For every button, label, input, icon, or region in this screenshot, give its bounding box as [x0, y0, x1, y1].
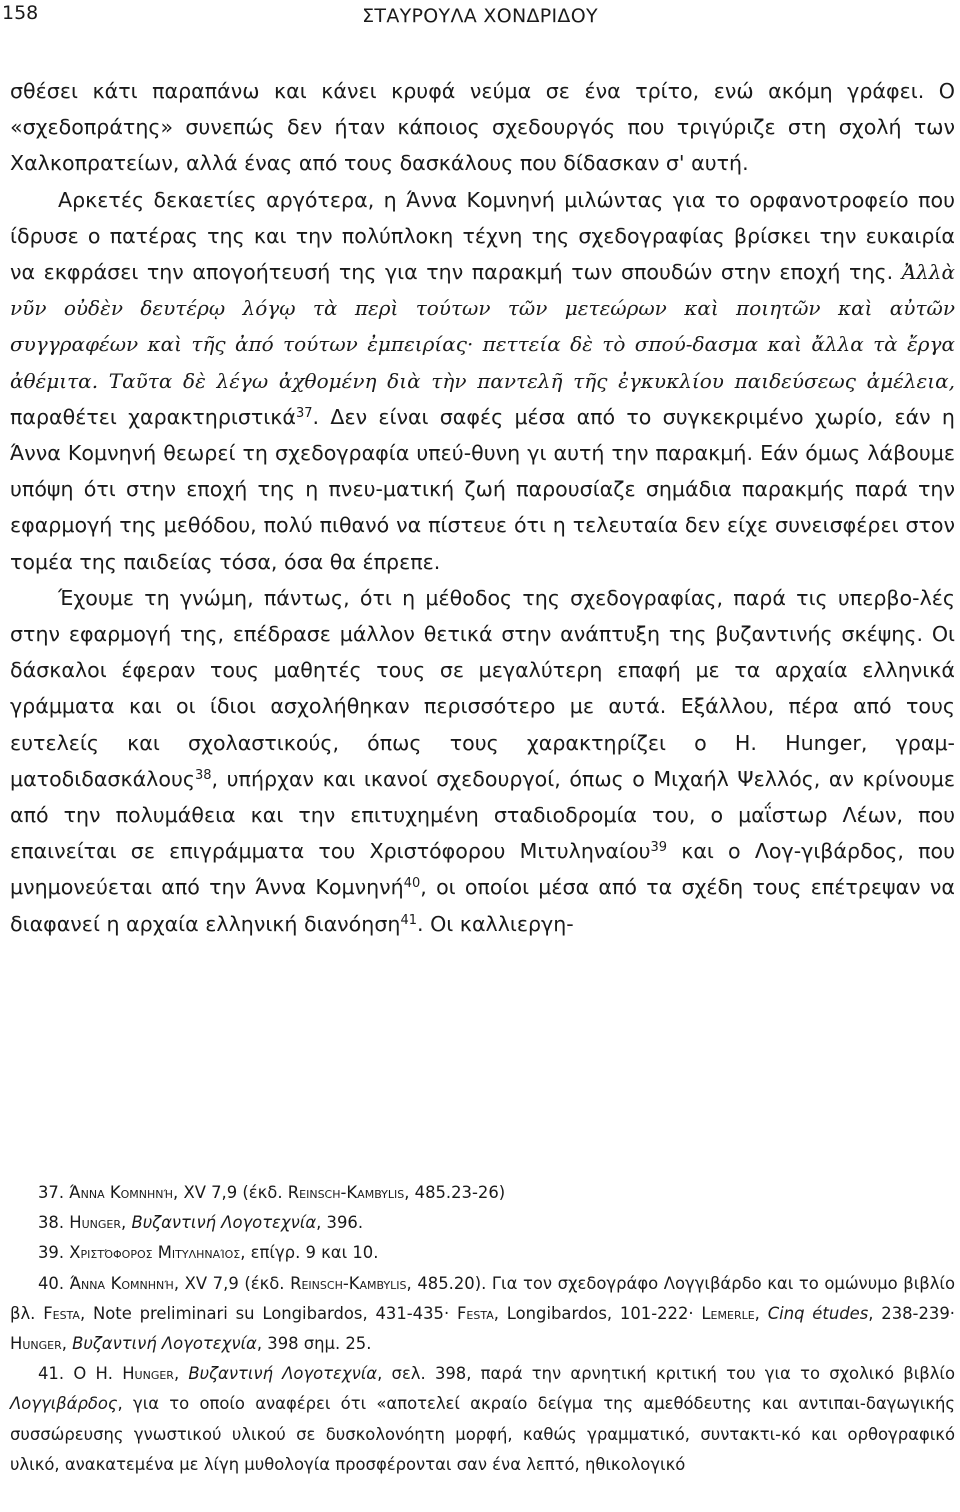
footnote-ref-41: 41: [400, 912, 417, 928]
footnote-ref-37: 37: [296, 405, 313, 421]
fn40-author: Άννα Κομνηνή: [69, 1273, 174, 1293]
fn41-text-b: ,: [173, 1364, 189, 1384]
footnote-41: [10, 1359, 955, 1480]
fn41-longibardos: Λογγιβάρδος: [10, 1394, 118, 1414]
fn40-text-h: , 398 σημ. 25.: [256, 1334, 372, 1354]
paragraph-3-text-c: και ο Λογ-γιβάρδος, που μνημονεύεται από την Άννα Κομνηνή: [10, 839, 955, 900]
fn41-number: 41.: [38, 1364, 65, 1384]
paragraph-2-text-a: Αρκετές δεκαετίες αργότερα, η Άννα Κομνηνή μιλώντας για το ορφανοτροφείο που ίδρυσε ο πατέρας της και την πολύπλοκη τέχνη της σχεδογραφίας βρίσκει την ευκαιρία να εκφράσει την απογοήτευσή της για την παρακμή των σπουδών στην εποχή της.: [10, 187, 955, 285]
footnote-ref-38: 38: [194, 767, 212, 783]
fn37-text: , XV 7,9 (έκδ.: [173, 1183, 288, 1202]
fn41-text-a: Ο Η.: [73, 1364, 123, 1384]
fn37-author: Άννα Κομνηνή: [69, 1183, 174, 1202]
fn40-editors: Reinsch-Kambylis: [290, 1273, 407, 1293]
fn41-hunger: Hunger: [122, 1364, 174, 1384]
page-header: [0, 2, 960, 32]
paragraph-1: [10, 73, 955, 182]
paragraph-2-text-b: παραθέτει χαρακτηριστικά: [10, 404, 296, 429]
paragraph-2: [10, 182, 955, 580]
running-head: ΣΤΑΥΡΟΥΛΑ ΧΟΝΔΡΙΔΟΥ: [362, 5, 598, 27]
fn37-end: , 485.23-26): [404, 1183, 506, 1202]
fn40-text-f: , 238-239·: [868, 1303, 955, 1323]
fn38-title: Βυζαντινή Λογοτεχνία: [131, 1213, 317, 1233]
fn40-festa-1: Festa: [43, 1303, 80, 1323]
bottom-notes: [10, 1178, 955, 1480]
fn37-number: 37.: [38, 1183, 65, 1202]
fn41-text-c: , σελ. 398, παρά την αρνητική κριτική του για το σχολικό βιβλίο: [377, 1364, 955, 1384]
footnote-39: [10, 1238, 955, 1268]
fn38-sep: ,: [121, 1213, 132, 1233]
fn40-text-g: ,: [61, 1334, 73, 1354]
anna-komnene-quote: Ἀλλὰ νῦν οὐδὲν δευτέρῳ λόγῳ τὰ περὶ τούτων τῶν μετεώρων καὶ ποιητῶν καὶ αὐτῶν συγγραφέων καὶ τῆς ἀπό τούτων ἐμπειρίας· πεττεία δὲ τὸ σπού-δασμα καὶ ἄλλα τὰ ἔργα ἀθέμιτα. Ταῦτα δὲ λέγω ἀχθομένη διὰ τὴν παντελῆ τῆς ἐγκυκλίου παιδεύσεως ἀμέλεια,: [10, 260, 955, 393]
fn38-author: Hunger: [69, 1213, 122, 1233]
fn38-end: , 396.: [316, 1213, 364, 1233]
footnote-40: [10, 1269, 955, 1360]
fn39-number: 39.: [38, 1243, 65, 1263]
fn39-author: Χριστόφορος Μιτυληναίος: [69, 1243, 241, 1263]
fn39-end: , επίγρ. 9 και 10.: [240, 1243, 379, 1263]
fn41-text-d: , για το οποίο αναφέρει ότι «αποτελεί ακραίο δείγμα της αμεθόδευτης και αντιπαι-δαγωγικής συσσώρευσης γνωστικού υλικού σε δυσκολονόητη μορφή, καθώς γραμματικό, συντακτι-κό και ορθογραφικό υλικό, ανακατεμένα με λίγη μυθολογία προσφέρονται σαν ένα λεπτό, ηθικολογικό: [10, 1394, 955, 1474]
fn41-title: Βυζαντινή Λογοτεχνία: [188, 1364, 378, 1384]
paragraph-2-text-c: . Δεν είναι σαφές μέσα από το συγκεκριμένο χωρίο, εάν η Άννα Κομνηνή θεωρεί τη σχεδογραφία υπεύ-θυνη γι αυτή την παρακμή. Εάν όμως λάβουμε υπόψη ότι στην εποχή της η πνευ-ματική ζωή παρουσίαζε σημάδια παρακμής παρά την εφαρμογή της μεθόδου, πολύ πιθανό να πίστευε ότι η τελευταία δεν είχε συνεισφέρει στον τομέα της παιδείας τόσα, όσα θα έπρεπε.: [10, 404, 955, 574]
fn40-text-c: , Note preliminari su Longibardos, 431-435·: [79, 1303, 457, 1323]
footnote-37: [10, 1178, 955, 1208]
fn40-title: Βυζαντινή Λογοτεχνία: [72, 1334, 257, 1354]
fn40-text-a: , XV 7,9 (έκδ.: [173, 1273, 291, 1293]
fn40-hunger: Hunger: [10, 1334, 62, 1354]
fn37-editors: Reinsch-Kambylis: [287, 1183, 405, 1202]
fn40-text-d: , Longibardos, 101-222·: [493, 1303, 702, 1323]
main-text: [10, 73, 955, 942]
fn40-number: 40.: [38, 1273, 65, 1293]
footnote-ref-40: 40: [403, 876, 421, 892]
fn40-text-b: , 485.20). Για τον σχεδογράφο Λογγιβάρδο και το ομώνυμο βιβλίο βλ.: [10, 1273, 955, 1323]
paragraph-3-text-d: , οι οποίοι μέσα από τα σχέδη τους επέτρεψαν να διαφανεί η αρχαία ελληνική διανόηση: [10, 875, 955, 936]
footnote-ref-39: 39: [650, 840, 668, 856]
fn40-festa-2: Festa: [457, 1303, 494, 1323]
fn40-text-e: ,: [754, 1303, 768, 1323]
paragraph-3-text-a: Έχουμε τη γνώμη, πάντως, ότι η μέθοδος της σχεδογραφίας, παρά τις υπερβο-λές στην εφαρμογή της, επέδρασε μάλλον θετικά στην ανάπτυξη της βυζαντινής σκέψης. Οι δάσκαλοι έφεραν τους μαθητές τους σε μεγαλύτερη επαφή με τα αρχαία ελληνικά γράμματα και οι ίδιοι ασχολήθηκαν περισσότερο με αυτά. Εξάλλου, πέρα από τους ευτελείς και σχολαστικούς, όπως τους χαρακτηρίζει ο Η. Hunger, γραμ-ματοδιδασκάλους: [10, 585, 955, 791]
paragraph-3-text-e: . Οι καλλιεργη-: [416, 911, 574, 936]
paragraph-3-text-b: , υπήρχαν και ικανοί σχεδουργοί, όπως ο Μιχαήλ Ψελλός, αν κρίνουμε από την πολυμάθεια και την επιτυχημένη σταδιοδρομία του, ο μαΐστωρ Λέων, που επαινείται σε επιγράμματα του Χριστόφορου Μιτυληναίου: [10, 766, 955, 864]
fn38-number: 38.: [38, 1213, 65, 1233]
paragraph-1-text: σθέσει κάτι παραπάνω και κάνει κρυφά νεύμα σε ένα τρίτο, ενώ ακόμη γράφει. Ο «σχεδοπράτης» συνεπώς δεν ήταν κάποιος σχεδουργός που τριγύριζε στη σχολή των Χαλκοπρατείων, αλλά ένας από τους δασκάλους που δίδασκαν σ' αυτή.: [10, 79, 955, 176]
footnote-38: [10, 1208, 955, 1238]
page-number: 158: [2, 2, 39, 24]
fn40-lemerle: Lemerle: [701, 1303, 755, 1323]
fn40-cinq-etudes: Cinq études: [767, 1303, 869, 1323]
paragraph-3: [10, 580, 955, 942]
